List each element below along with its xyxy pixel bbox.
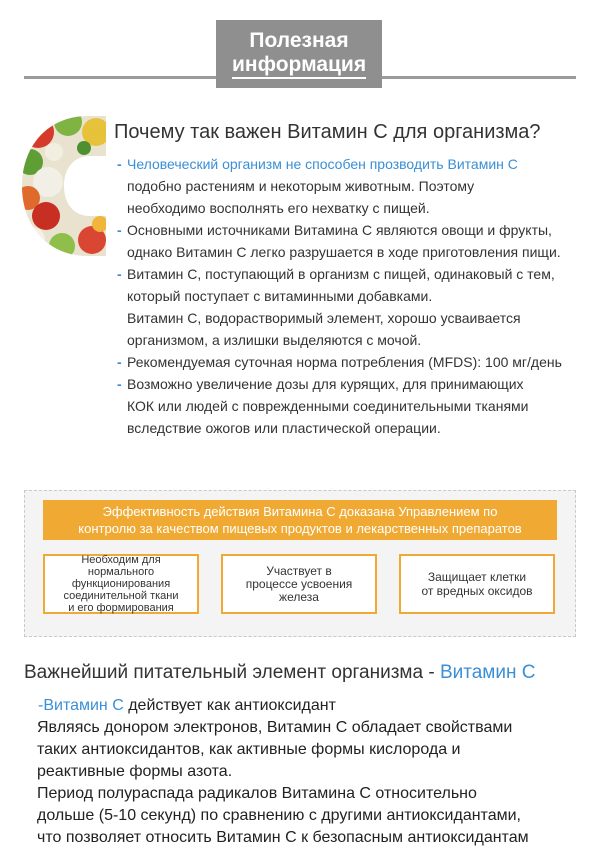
list-item bbox=[117, 219, 587, 263]
list-item bbox=[117, 153, 587, 219]
why-title: Почему так важен Витамин С для организма? bbox=[114, 121, 541, 143]
fact-line: Витамин С, водорастворимый элемент, хорошо усваивается bbox=[127, 310, 521, 326]
card-line: нормального bbox=[87, 566, 155, 578]
fact-line: - Витамин С, поступающий в организм с пищей, одинаковый с тем, bbox=[127, 266, 555, 282]
subtitle-accent: Витамин С bbox=[43, 697, 124, 714]
card-line: Защищает клетки bbox=[427, 570, 527, 584]
body-line: дольше (5-10 секунд) по сравнению с другими антиоксидантами, bbox=[37, 807, 521, 824]
header-line-1: Полезная bbox=[249, 29, 349, 52]
fact-line: - Рекомендуемая суточная норма потребления (MFDS): 100 мг/день bbox=[127, 354, 562, 370]
effect-card-oxidant-protection bbox=[399, 554, 555, 614]
list-item bbox=[117, 373, 587, 439]
card-line: Участвует в bbox=[266, 563, 332, 578]
effectiveness-title-line: Эффективность действия Витамина С доказана Управлением по bbox=[102, 504, 498, 519]
card-line: соединительной ткани bbox=[63, 590, 179, 602]
body-line: таких антиоксидантов, как активные формы кислорода и bbox=[37, 741, 461, 758]
card-line: и его формирования bbox=[68, 602, 174, 614]
card-line: Необходим для bbox=[81, 554, 161, 566]
fact-line: - Возможно увеличение дозы для курящих, для принимающих bbox=[127, 376, 524, 392]
card-line: от вредных оксидов bbox=[421, 584, 533, 598]
body-line: что позволяет относить Витамин С к безопасным антиоксидантам bbox=[37, 829, 529, 846]
fact-line: необходимо восполнять его нехватку с пищей. bbox=[127, 200, 430, 216]
fact-line: однако Витамин С легко разрушается в ходе приготовления пищи. bbox=[127, 244, 561, 260]
antioxidant-description bbox=[37, 717, 593, 849]
vitamin-c-facts-list bbox=[117, 153, 587, 439]
effectiveness-title bbox=[43, 500, 557, 540]
body-line: реактивные формы азота. bbox=[37, 763, 233, 780]
important-title bbox=[24, 662, 535, 684]
fact-line: - Человеческий организм не способен прозводить Витамин С bbox=[127, 156, 518, 172]
vegetables-letter-c-icon bbox=[18, 112, 110, 260]
card-line: железа bbox=[279, 589, 319, 604]
body-line: Являясь донором электронов, Витамин С обладает свойствами bbox=[37, 719, 513, 736]
body-line: Период полураспада радикалов Витамина С относительно bbox=[37, 785, 477, 802]
subtitle-text: действует как антиоксидант bbox=[123, 697, 336, 714]
subtitle-dash: - bbox=[38, 697, 44, 714]
fact-line: который поступает с витаминными добавками. bbox=[127, 288, 433, 304]
fact-line: - Основными источниками Витамина С являются овощи и фрукты, bbox=[127, 222, 552, 238]
important-title-accent: Витамин С bbox=[439, 662, 536, 683]
effectiveness-title-line: контролю за качеством пищевых продуктов и лекарственных препаратов bbox=[78, 521, 522, 536]
card-line: функционирования bbox=[71, 578, 171, 590]
fact-line: подобно растениям и некоторым животным. Поэтому bbox=[127, 178, 475, 194]
effect-card-iron-absorption bbox=[221, 554, 377, 614]
antioxidant-subtitle bbox=[38, 697, 336, 715]
section-header bbox=[216, 20, 382, 88]
fact-line: организмом, а излишки выделяются с мочой. bbox=[127, 332, 422, 348]
list-item bbox=[117, 263, 587, 351]
effectiveness-panel bbox=[24, 490, 576, 637]
list-item bbox=[117, 351, 587, 373]
header-line-2: информация bbox=[232, 53, 366, 79]
fact-line: вследствие ожогов или пластической операции. bbox=[127, 420, 441, 436]
card-line: процессе усвоения bbox=[245, 576, 353, 591]
effect-card-connective-tissue bbox=[43, 554, 199, 614]
important-title-text: Важнейший питательный элемент организма - bbox=[24, 662, 440, 683]
fact-line: КОК или людей с поврежденными соединительными тканями bbox=[127, 398, 529, 414]
